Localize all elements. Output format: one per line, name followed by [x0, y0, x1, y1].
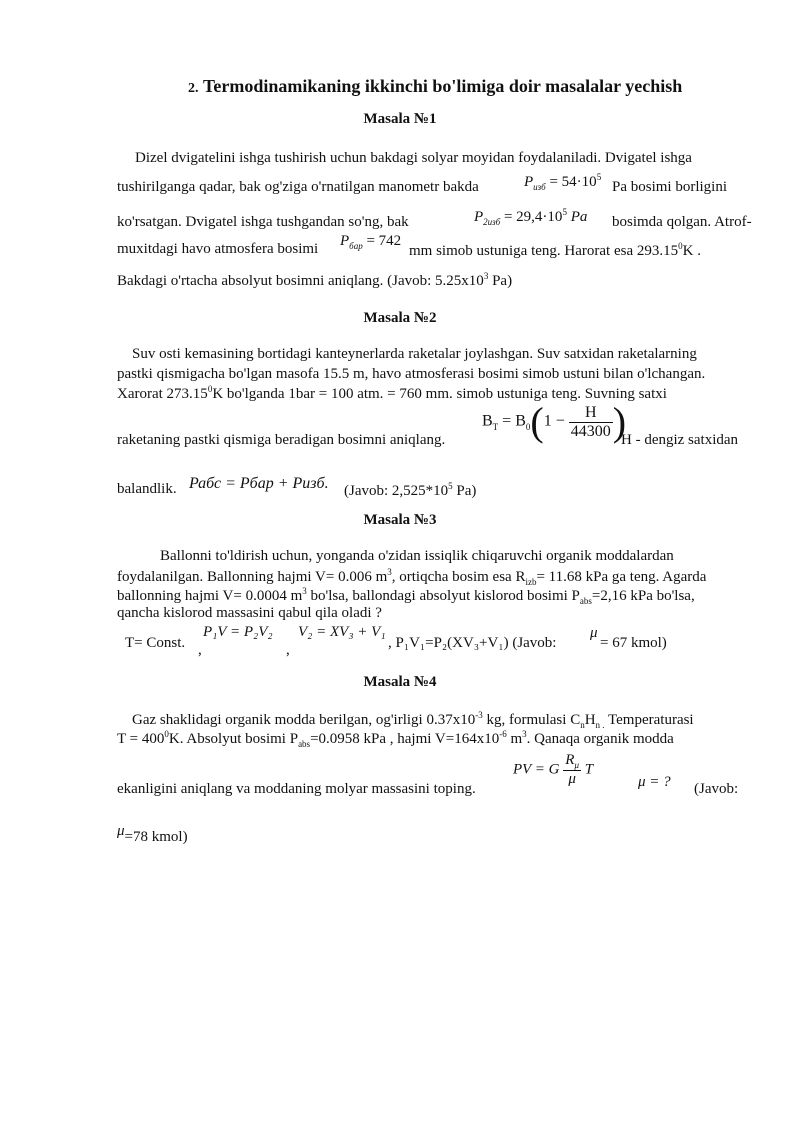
p2-frac-num: H: [569, 404, 613, 423]
p1-f3-val: = 742: [366, 233, 402, 249]
p2-line-5a: balandlik.: [117, 481, 177, 497]
p2-fEq: = B: [502, 412, 526, 430]
p4-l2a: T = 400: [117, 731, 165, 747]
p3-line-5a: T= Const.: [125, 635, 186, 651]
p1-l5-sup: 3: [483, 271, 489, 281]
p2-l5b: (Javob: 2,525*10: [344, 483, 449, 499]
p1-formula-p2izb: [474, 207, 587, 227]
p3-line-3: [117, 586, 695, 606]
p2-fB-sub: T: [492, 421, 499, 432]
p2-fB0-sub: 0: [525, 421, 531, 432]
p4-l2-sub: abs: [298, 739, 311, 749]
p1-f2-sub: 2изб: [483, 217, 501, 227]
p4-l1-sub1: n: [580, 720, 585, 730]
p1-f3-symbol: P: [340, 233, 350, 249]
p3-comma-2: ,: [286, 642, 290, 658]
p3-l2a: foydalanilgan. Ballonning hajmi V= 0.006 m: [117, 569, 388, 585]
p1-line-1: Dizel dvigatelini ishga tushirish uchun bakdagi solyar moyidan foydalaniladi. Dvigatel ishga: [135, 150, 692, 166]
p2-l3a: Xarorat 273.15: [117, 386, 208, 402]
page-heading: [188, 76, 682, 97]
p2-frac-den: 44300: [570, 422, 611, 440]
p2-open-paren: (: [530, 399, 544, 444]
p4-l1d: Temperaturasi: [604, 712, 694, 728]
p1-line-3a: ko'rsatgan. Dvigatel ishga tushgandan so'ng, bak: [117, 214, 409, 230]
problem-3-title: Masala №3: [363, 512, 437, 528]
p1-f2-val: = 29,4·10: [503, 209, 563, 225]
p1-formula-pizb: [524, 172, 601, 192]
p1-f2-symbol: P: [474, 209, 484, 225]
p4-l1c: H: [584, 712, 596, 728]
p3-l2b: , ortiqcha bosim esa R: [391, 569, 526, 585]
p4-fT: T: [584, 761, 594, 778]
p2-f-one: 1 −: [543, 412, 565, 430]
p4-frac-num-R: R: [565, 752, 575, 768]
heading-number: 2.: [188, 81, 199, 96]
p4-fPV: PV = G: [513, 761, 560, 778]
p2-line-5b: [344, 481, 476, 500]
p4-line-3b: (Javob:: [694, 781, 739, 797]
p3-l2-sup: 3: [387, 567, 392, 577]
p2-line-4b: H - dengiz satxidan: [621, 432, 739, 448]
p3-line-2: [117, 567, 706, 587]
p3-l2c: = 11.68 kPa ga teng. Agarda: [536, 569, 707, 585]
p2-line-2: pastki qismigacha bo'lgan masofa 15.5 m, havo atmosferasi bosimi simob ustuni bilan o'lchangan.: [117, 366, 706, 382]
p4-l1-sub2: n .: [595, 720, 605, 730]
p2-l3b: K bo'lganda 1bar = 100 atm. = 760 mm. simob ustuniga teng. Suvning satxi: [212, 386, 667, 402]
p1-l5a: Bakdagi o'rtacha absolyut bosimni aniqlang. (Javob: 5.25x10: [117, 273, 484, 289]
p4-line-4: [117, 823, 188, 846]
p4-l2d: m: [506, 731, 523, 747]
p4-line-2: [117, 729, 674, 749]
problem-1-title: Masala №1: [363, 111, 437, 127]
p1-f3-sub: бар: [349, 241, 363, 251]
p3-l3c: =2,16 kPa bo'lsa,: [591, 588, 695, 604]
p1-l4c-text: K .: [682, 243, 701, 259]
p3-l3-sub: abs: [579, 596, 592, 606]
p2-formula-barometric: [482, 399, 627, 444]
p4-formula-clapeyron: [513, 752, 593, 788]
p1-formula-pbar: [340, 233, 401, 251]
p1-line-4b: [409, 241, 701, 260]
problem-2-title: Masala №2: [363, 310, 437, 326]
p3-l3a: ballonning hajmi V= 0.0004 m: [117, 588, 303, 604]
p3-l3b: bo'lsa, ballondagi absolyut kislorod bosimi P: [306, 588, 580, 604]
p4-frac-num-sub: μ: [574, 760, 579, 770]
p3-mu-symbol: μ: [590, 625, 598, 641]
p4-l2e: . Qanaqa organik modda: [526, 731, 674, 747]
p4-line-1: [132, 710, 694, 730]
p1-f2-exp: 5: [562, 207, 567, 217]
p1-f1-symbol: P: [524, 174, 534, 190]
p1-f1-sub: изб: [533, 182, 546, 192]
p4-l1-sup: -3: [475, 710, 483, 720]
p2-l5c: Pa): [456, 483, 477, 499]
p2-fraction: [569, 404, 613, 441]
p4-l2-sup3: 3: [522, 729, 527, 739]
p4-l1a: Gaz shaklidagi organik modda berilgan, og'irligi 0.37x10: [132, 712, 476, 728]
p3-l2-sub: izb: [525, 577, 537, 587]
p4-frac-den: μ: [568, 771, 576, 787]
p2-fB: B: [482, 412, 493, 430]
p3-line-4: qancha kislorod massasini qabul qila oladi ?: [117, 605, 382, 621]
p1-line-2b: Pa bosimi borligini: [612, 179, 728, 195]
p2-l3-sup: 0: [207, 384, 213, 394]
problem-4-title: Masala №4: [363, 674, 437, 690]
p1-f2-unit: Pa: [570, 209, 588, 225]
p3-line-5c: = 67 kmol): [600, 635, 667, 651]
p2-line-4: raketaning pastki qismiga beradigan bosimni aniqlang.: [117, 432, 446, 448]
p4-l2-sup: 0: [164, 729, 169, 739]
p1-l5b: Pa): [492, 273, 513, 289]
p1-l4b-text: mm simob ustuniga teng. Harorat esa 293.15: [409, 243, 679, 259]
p3-line-1: Ballonni to'ldirish uchun, yonganda o'zidan issiqlik chiqaruvchi organik moddalardan: [160, 548, 674, 564]
p4-mu-symbol: μ: [117, 823, 125, 839]
p4-line-3: ekanligini aniqlang va moddaning molyar massasini toping.: [117, 781, 476, 797]
p1-l4-sup: 0: [678, 241, 683, 251]
p3-l3-sup: 3: [302, 586, 307, 596]
p4-fraction: [563, 752, 581, 788]
p1-f1-val: = 54·10: [549, 174, 597, 190]
p4-unknown-mu: μ = ?: [638, 774, 671, 790]
p1-line-2a: tushirilganga qadar, bak og'ziga o'rnatilgan manometr bakda: [117, 179, 479, 195]
p1-line-5: [117, 271, 512, 290]
p4-l4-text: =78 kmol): [124, 829, 188, 845]
p3-line-5b: , P₁V₁=P₂(XV₃+V₁) (Javob:: [388, 635, 557, 651]
p2-close-paren: ): [612, 399, 627, 444]
p4-l2-sup2: -6: [499, 729, 507, 739]
p4-frac-num: [563, 752, 581, 771]
p2-line-1: Suv osti kemasining bortidagi kanteynerlarda raketalar joylashgan. Suv satxidan raketalarning: [132, 346, 697, 362]
p1-line-4a: muxitdagi havo atmosfera bosimi: [117, 241, 319, 257]
p3-comma-1: ,: [198, 642, 202, 658]
p1-line-3b: bosimda qolgan. Atrof-: [612, 214, 752, 230]
heading-text: Termodinamikaning ikkinchi bo'limiga doir masalalar yechish: [203, 76, 683, 96]
p4-l1b: kg, formulasi C: [482, 712, 581, 728]
p2-formula-pabs: Рабс = Рбар + Ризб.: [189, 475, 329, 492]
p2-l5-sup: 5: [448, 481, 453, 491]
p4-l2b: K. Absolyut bosimi P: [168, 731, 299, 747]
p3-formula-2: V₂ = XV₃ + V₁: [298, 624, 386, 640]
p1-f1-exp: 5: [596, 172, 602, 182]
p3-formula-1: P₁V = P₂V₂: [203, 624, 273, 640]
p4-l2c: =0.0958 kPa , hajmi V=164x10: [310, 731, 500, 747]
p2-line-3: [117, 384, 667, 403]
